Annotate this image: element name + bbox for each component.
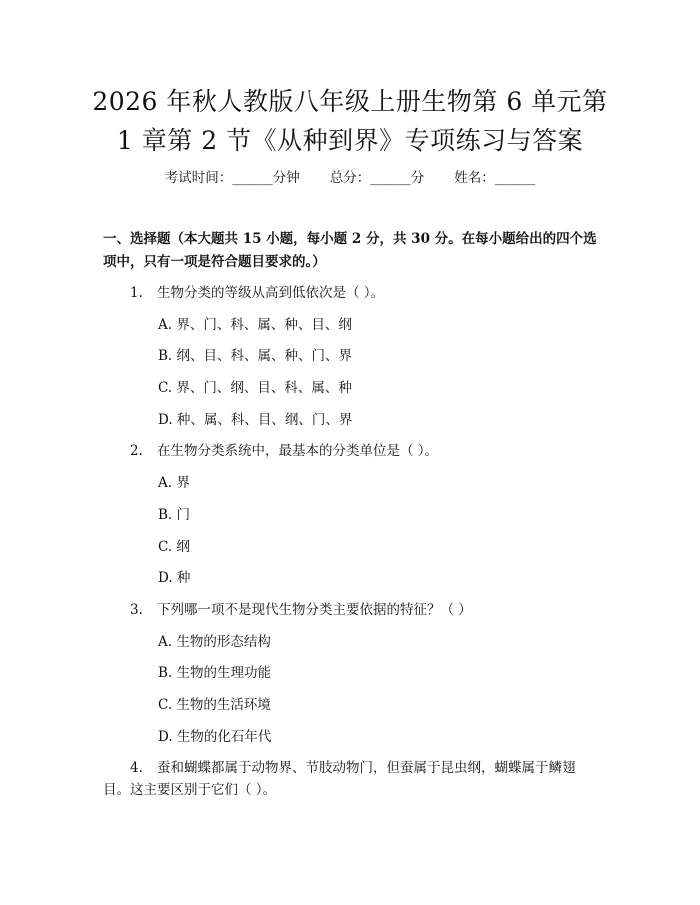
question-1-option-b: B. 纲、目、科、属、种、门、界 [158,348,353,364]
section-heading-line-1: 一、选择题（本大题共 15 小题，每小题 2 分，共 30 分。在每小题给出的四个选 [103,231,597,247]
question-1-option-a: A. 界、门、科、属、种、目、纲 [158,317,352,333]
exam-time: 考试时间：______分钟 [164,170,300,186]
section-heading-line-2: 项中，只有一项是符合题目要求的。） [103,254,326,270]
question-text: 在生物分类系统中，最基本的分类单位是（ ）。 [157,443,439,459]
page-title-line-1: 2026 年秋人教版八年级上册生物第 6 单元第 [92,87,608,116]
exam-score: 总分：______分 [329,170,425,186]
page-title-line-2: 1 章第 2 节《从种到界》专项练习与答案 [116,126,584,155]
question-1-option-d: D. 种、属、科、目、纲、门、界 [158,412,353,428]
question-3-option-c: C. 生物的生活环境 [158,697,271,713]
question-number: 3. [130,602,143,618]
question-4-text-line-2: 目。这主要区别于它们（ ）。 [103,782,277,798]
question-2 [130,441,438,461]
question-1-option-c: C. 界、门、纲、目、科、属、种 [158,380,352,396]
question-2-option-b: B. 门 [158,507,191,523]
question-2-option-d: D. 种 [158,570,191,586]
question-text: 生物分类的等级从高到低依次是（ ）。 [157,285,385,301]
question-number: 2. [130,443,143,459]
question-3-option-d: D. 生物的化石年代 [158,729,272,745]
exam-name: 姓名：______ [454,170,536,186]
question-1 [130,283,384,303]
question-text: 下列哪一项不是现代生物分类主要依据的特征？（ ） [157,602,472,618]
question-2-option-c: C. 纲 [158,539,190,555]
question-3-option-a: A. 生物的形态结构 [158,634,271,650]
exam-info [0,168,700,188]
question-3-option-b: B. 生物的生理功能 [158,665,272,681]
question-3 [130,600,472,620]
question-4 [130,758,576,778]
question-text-line-1: 蚕和蝴蝶都属于动物界、节肢动物门，但蚕属于昆虫纲，蝴蝶属于鳞翅 [157,760,576,776]
question-number: 4. [130,760,143,776]
question-number: 1. [130,285,143,301]
question-2-option-a: A. 界 [158,475,190,491]
